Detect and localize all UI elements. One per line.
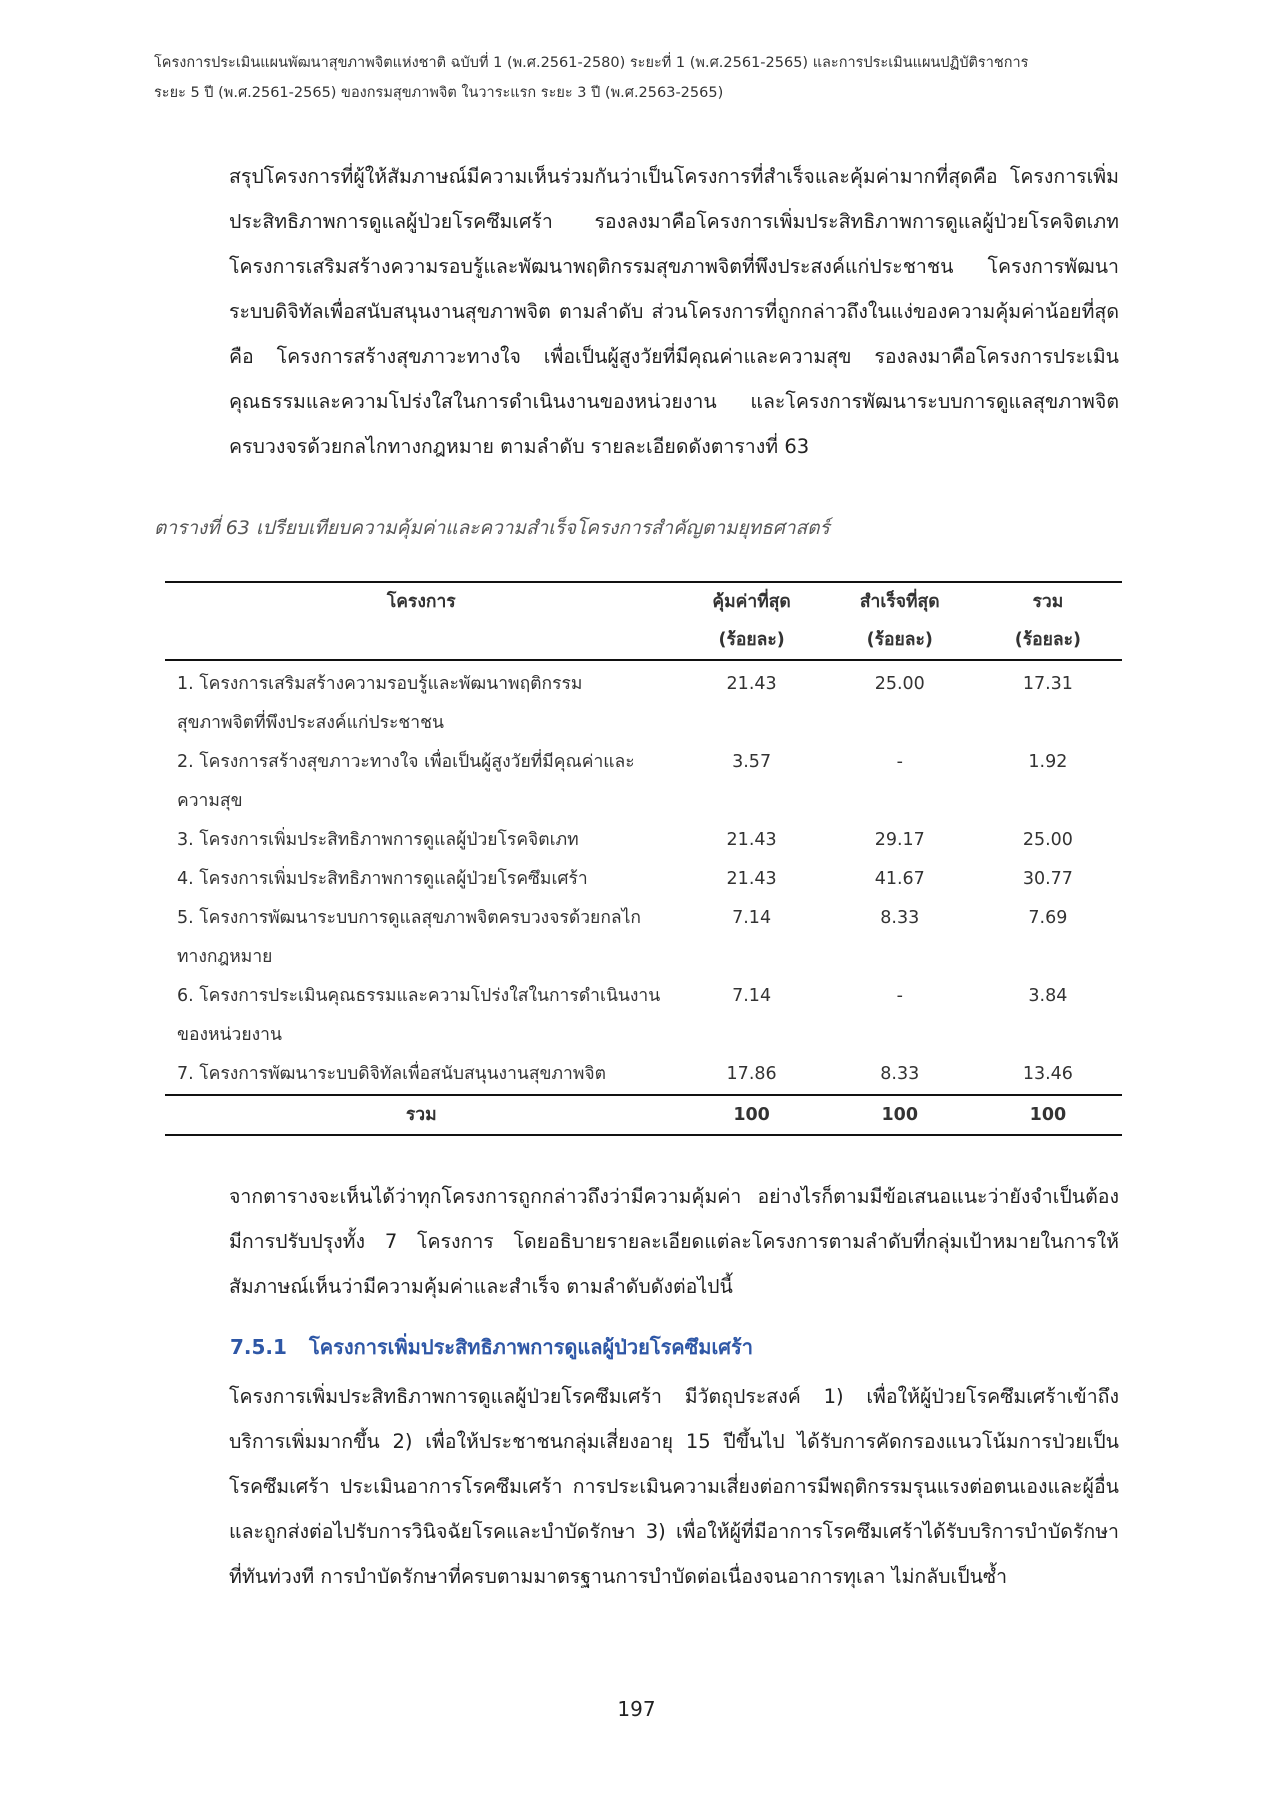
total-value: 25.00 xyxy=(1022,830,1073,850)
worth-value: 21.43 xyxy=(726,674,777,694)
running-header xyxy=(154,48,1114,108)
header-project xyxy=(165,582,678,660)
table-discussion-paragraph xyxy=(154,1174,1119,1309)
header-total xyxy=(974,582,1122,660)
header-line-1: โครงการประเมินแผนพัฒนาสุขภาพจิตแห่งชาติ ฉบับที่ 1 (พ.ศ.2561-2580) ระยะที่ 1 (พ.ศ.2561-2565) และการประเมินแผนปฏิบัติราชการ xyxy=(154,55,1029,71)
project-name xyxy=(165,899,678,977)
success-value: - xyxy=(896,986,903,1006)
total-value: 3.84 xyxy=(1028,986,1068,1006)
table-row xyxy=(165,860,1122,899)
total-value: 13.46 xyxy=(1022,1064,1073,1084)
table-discussion-text: จากตารางจะเห็นได้ว่าทุกโครงการถูกกล่าวถึงว่ามีความคุ้มค่า อย่างไรก็ตามมีข้อเสนอแนะว่ายังจำเป็นต้องมีการปรับปรุงทั้ง 7 โครงการ โดยอธิบายรายละเอียดแต่ละโครงการตามลำดับที่กลุ่มเป้าหมายในการให้สัมภาษณ์เห็นว่ามีความคุ้มค่าและสำเร็จ ตามลำดับดังต่อไปนี้ xyxy=(229,1185,1119,1298)
summary-paragraph xyxy=(154,154,1119,469)
table-row xyxy=(165,899,1122,977)
success-value: 41.67 xyxy=(874,869,925,889)
header-line-2: ระยะ 5 ปี (พ.ศ.2561-2565) ของกรมสุขภาพจิต ในวาระแรก ระยะ 3 ปี (พ.ศ.2563-2565) xyxy=(154,85,724,101)
table-row xyxy=(165,821,1122,860)
total-label: รวม xyxy=(405,1105,437,1125)
worth-value: 21.43 xyxy=(726,869,777,889)
project-name xyxy=(165,1055,678,1095)
success-value: 29.17 xyxy=(874,830,925,850)
section-heading xyxy=(230,1325,753,1370)
total-value: 7.69 xyxy=(1028,908,1068,928)
project-name xyxy=(165,977,678,1055)
project-name xyxy=(165,821,678,860)
success-value: 8.33 xyxy=(880,1064,920,1084)
worth-value: 21.43 xyxy=(726,830,777,850)
section-number: 7.5.1 xyxy=(230,1335,287,1359)
table-caption: ตารางที่ 63 เปรียบเทียบความคุ้มค่าและความสำเร็จโครงการสำคัญตามยุทธศาสตร์ xyxy=(154,517,830,539)
total-worth: 100 xyxy=(733,1105,770,1125)
table-total-row xyxy=(165,1095,1122,1135)
header-project-label: โครงการ xyxy=(386,592,456,612)
total-value: 1.92 xyxy=(1028,752,1068,772)
project-name-line: ของหน่วยงาน xyxy=(177,1025,282,1045)
summary-paragraph-text: สรุปโครงการที่ผู้ให้สัมภาษณ์มีความเห็นร่วมกันว่าเป็นโครงการที่สำเร็จและคุ้มค่ามากที่สุดคือ โครงการเพิ่มประสิทธิภาพการดูแลผู้ป่วยโรคซึมเศร้า รองลงมาคือโครงการเพิ่มประสิทธิภาพการดูแลผู้ป่วยโรคจิตเภท โครงการเสริมสร้างความรอบรู้และพัฒนาพฤติกรรมสุขภาพจิตที่พึงประสงค์แก่ประชาชน โครงการพัฒนาระบบดิจิทัลเพื่อสนับสนุนงานสุขภาพจิต ตามลำดับ ส่วนโครงการที่ถูกกล่าวถึงในแง่ของความคุ้มค่าน้อยที่สุดคือ โครงการสร้างสุขภาวะทางใจ เพื่อเป็นผู้สูงวัยที่มีคุณค่าและความสุข รองลงมาคือโครงการประเมินคุณธรรมและความโปร่งใสในการดำเนินงานของหน่วยงาน และโครงการพัฒนาระบบการดูแลสุขภาพจิตครบวงจรด้วยกลไกทางกฎหมาย ตามลำดับ รายละเอียดดังตารางที่ 63 xyxy=(229,165,1119,458)
project-name-line: 7. โครงการพัฒนาระบบดิจิทัลเพื่อสนับสนุนงานสุขภาพจิต xyxy=(177,1064,607,1084)
project-name-line: 3. โครงการเพิ่มประสิทธิภาพการดูแลผู้ป่วยโรคจิตเภท xyxy=(177,830,579,850)
project-name-line: ทางกฎหมาย xyxy=(177,947,273,967)
project-name-line: 5. โครงการพัฒนาระบบการดูแลสุขภาพจิตครบวงจรด้วยกลไก xyxy=(177,908,642,928)
project-name-line: 1. โครงการเสริมสร้างความรอบรู้และพัฒนาพฤติกรรม xyxy=(177,674,583,694)
project-name-line: สุขภาพจิตที่พึงประสงค์แก่ประชาชน xyxy=(177,713,444,733)
table-row xyxy=(165,1055,1122,1095)
header-success xyxy=(826,582,974,660)
total-success: 100 xyxy=(881,1105,918,1125)
success-value: 8.33 xyxy=(880,908,920,928)
project-name-line: 4. โครงการเพิ่มประสิทธิภาพการดูแลผู้ป่วยโรคซึมเศร้า xyxy=(177,869,588,889)
table-header-row xyxy=(165,582,1122,660)
table-row xyxy=(165,743,1122,821)
page-number: 197 xyxy=(617,1697,656,1721)
project-name xyxy=(165,743,678,821)
success-value: - xyxy=(896,752,903,772)
header-worth-label: คุ้มค่าที่สุด xyxy=(712,592,791,612)
worth-value: 7.14 xyxy=(732,908,772,928)
worth-value: 7.14 xyxy=(732,986,772,1006)
section-title: โครงการเพิ่มประสิทธิภาพการดูแลผู้ป่วยโรคซึมเศร้า xyxy=(308,1335,753,1359)
total-value: 17.31 xyxy=(1022,674,1073,694)
total-value: 30.77 xyxy=(1022,869,1073,889)
section-paragraph xyxy=(154,1374,1119,1599)
header-success-label: สำเร็จที่สุด xyxy=(859,592,940,612)
header-total-label: รวม xyxy=(1032,592,1064,612)
comparison-table xyxy=(165,581,1122,1136)
project-name-line: ความสุข xyxy=(177,791,243,811)
project-name xyxy=(165,660,678,743)
project-name-line: 6. โครงการประเมินคุณธรรมและความโปร่งใสในการดำเนินงาน xyxy=(177,986,661,1006)
project-name xyxy=(165,860,678,899)
section-paragraph-text: โครงการเพิ่มประสิทธิภาพการดูแลผู้ป่วยโรคซึมเศร้า มีวัตถุประสงค์ 1) เพื่อให้ผู้ป่วยโรคซึมเศร้าเข้าถึงบริการเพิ่มมากขึ้น 2) เพื่อให้ประชาชนกลุ่มเสี่ยงอายุ 15 ปีขึ้นไป ได้รับการคัดกรองแนวโน้มการป่วยเป็นโรคซึมเศร้า ประเมินอาการโรคซึมเศร้า การประเมินความเสี่ยงต่อการมีพฤติกรรมรุนแรงต่อตนเองและผู้อื่น และถูกส่งต่อไปรับการวินิจฉัยโรคและบำบัดรักษา 3) เพื่อให้ผู้ที่มีอาการโรคซึมเศร้าได้รับบริการบำบัดรักษาที่ทันท่วงที การบำบัดรักษาที่ครบตามมาตรฐานการบำบัดต่อเนื่องจนอาการทุเลา ไม่กลับเป็นซ้ำ xyxy=(229,1385,1119,1588)
project-name-line: 2. โครงการสร้างสุขภาวะทางใจ เพื่อเป็นผู้สูงวัยที่มีคุณค่าและ xyxy=(177,752,635,772)
worth-value: 17.86 xyxy=(726,1064,777,1084)
header-total-unit: (ร้อยละ) xyxy=(1014,630,1082,650)
total-total: 100 xyxy=(1029,1105,1067,1125)
header-success-unit: (ร้อยละ) xyxy=(866,630,933,650)
success-value: 25.00 xyxy=(874,674,925,694)
header-worth xyxy=(678,582,826,660)
header-worth-unit: (ร้อยละ) xyxy=(718,630,785,650)
worth-value: 3.57 xyxy=(732,752,772,772)
table-row xyxy=(165,977,1122,1055)
table-row xyxy=(165,660,1122,743)
